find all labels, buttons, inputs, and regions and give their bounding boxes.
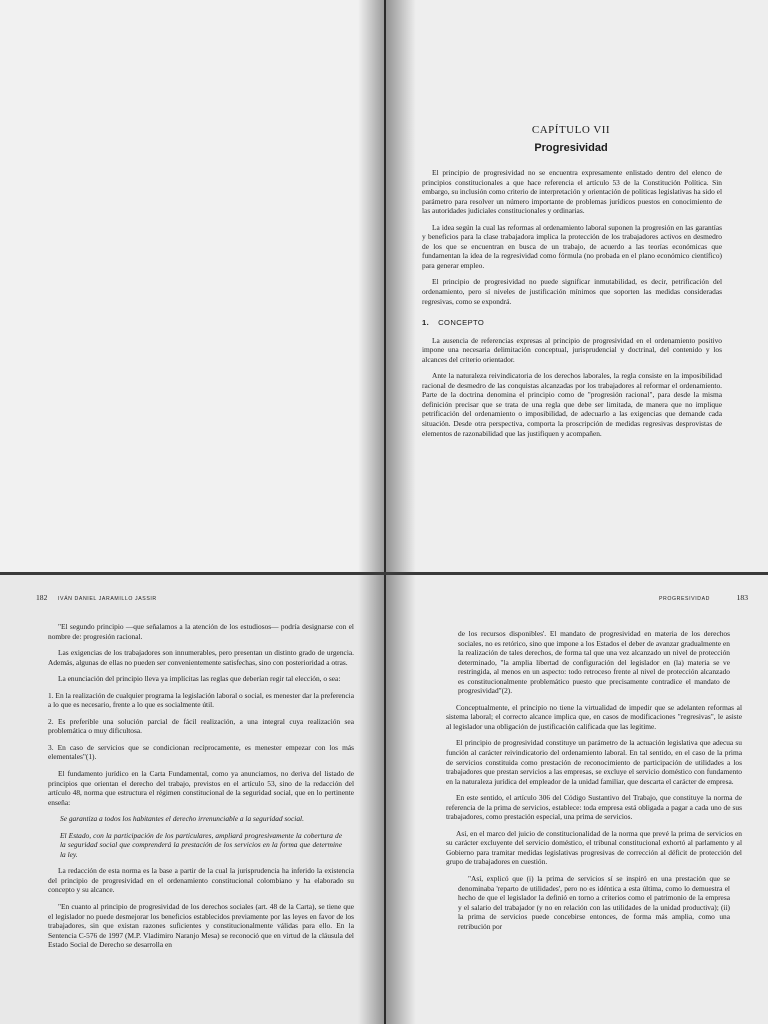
page-number: 182 bbox=[36, 593, 48, 602]
section-title: CONCEPTO bbox=[438, 318, 485, 328]
list-item: 3. En caso de servicios que se condicionan recíprocamente, es menester empezar con los más elementales"(1). bbox=[48, 742, 354, 762]
paragraph: Ante la naturaleza reivindicatoria de los derechos laborales, la regla consiste en la imposibilidad racional de desmedro de las conquistas alcanzadas por los trabajadores al reformar el ordenamiento. Parte de la doctrina denomina el principio como de "progresión racional", para desde la misma definición precisar que se trata de una regla que debe ser limitada, de manera que no implique petrificación del ordenamiento o imposibilidad, de adecuarlo a las exigencias que demande cada situación. Desde otra perspectiva, comporta la proscripción de medidas regresivas desprovistas de elementos de razonabilidad que las justifiquen y acompañen. bbox=[422, 371, 722, 438]
paragraph: El principio de progresividad no puede significar inmutabilidad, es decir, petrificación del ordenamiento, pero sí niveles de justificación mínimos que soporten las medidas consideradas regresivas, como se expondrá. bbox=[422, 277, 722, 306]
paragraph: El principio de progresividad constituye un parámetro de la actuación legislativa que adecua su función al carácter reivindicatorio del ordenamiento laboral. En tal sentido, en el caso de la prima de servicios constituida como prestación de reconocimiento de participación de utilidades a los trabajadores que prestan servicios a las empresas, se excluye el servicio doméstico con fundamento en la naturaleza jurídica del empleador de la unidad familiar, que descarta el carácter de empresa. bbox=[446, 738, 742, 786]
paragraph: En este sentido, el artículo 306 del Código Sustantivo del Trabajo, que constituye la norma de referencia de la prima de servicios, establece: toda empresa está obligada a pagar a cada uno de sus trabajadores, como prestación especial, una prima de servicios. bbox=[446, 793, 742, 822]
section-heading bbox=[422, 318, 722, 328]
page-number: 183 bbox=[736, 593, 748, 602]
chapter-body bbox=[422, 168, 722, 445]
page-chapter-opening bbox=[386, 0, 768, 572]
horizontal-divider bbox=[0, 572, 768, 575]
paragraph: La redacción de esta norma es la base a partir de la cual la jurisprudencia ha inferido la existencia del principio de progresividad en el ordenamiento constitucional colombiano y ha elaborado su concepto y su alcance. bbox=[48, 866, 354, 895]
running-head: PROGRESIVIDAD bbox=[658, 596, 710, 602]
block-quote: Se garantiza a todos los habitantes el derecho irrenunciable a la seguridad social. bbox=[60, 814, 304, 824]
blank-page-top-left bbox=[0, 0, 384, 572]
vertical-spine bbox=[384, 0, 386, 1024]
paragraph: "En cuanto al principio de progresividad de los derechos sociales (art. 48 de la Carta), se tiene que el legislador no puede desmejorar los beneficios establecidos previamente por las leyes en favor de los trabajadores, sin que existan razones suficientes y constitucionalmente válidas para ello. En la Sentencia C-576 de 1997 (M.P. Vladimiro Naranjo Mesa) se reconoció que en virtud de la cláusula del Estado Social de Derecho se desarrolla en bbox=[48, 902, 354, 950]
paragraph: "El segundo principio —que señalamos a la atención de los estudiosos— podría designarse con el nombre de: progresión racional. bbox=[48, 622, 354, 641]
paragraph: La idea según la cual las reformas al ordenamiento laboral suponen la progresión en las garantías y beneficios para la clase trabajadora implica la protección de los trabajadores activos en desmedro de los que se encuentran en busca de un trabajo, de acuerdo a las teorías económicas que fundamentan la idea de la regresividad como fórmula (no probada en el plano económico científico) para generar empleo. bbox=[422, 222, 722, 270]
paragraph: "Así, explicó que (i) la prima de servicios sí se inspiró en una prestación que se denominaba 'reparto de utilidades', pero no es idéntica a esta última, como lo demuestra el hecho de que el legislador la definió en torno a criterios como el patrimonio de la empresa y el salario del trabajador (y no en relación con las utilidades de la unidad productiva); (ii) la prima de servicios puede concebirse entonces, de forma más amplia, como una retribución por bbox=[458, 874, 730, 931]
gutter-shadow bbox=[386, 575, 416, 1024]
paragraph: Conceptualmente, el principio no tiene la virtualidad de impedir que se adelanten reformas al sistema laboral; el correcto alcance implica que, en casos de modificaciones "regresivas", le asiste al legislador una obligación de justificación calificada que las legitime. bbox=[446, 702, 742, 731]
page-body bbox=[48, 622, 354, 957]
gutter-shadow bbox=[358, 0, 384, 572]
paragraph: La enunciación del principio lleva ya implícitas las reglas que deberían regir tal elección, o sea: bbox=[58, 674, 341, 684]
chapter-title: Progresividad bbox=[534, 142, 608, 154]
list-item: 1. En la realización de cualquier programa la legislación laboral o social, es menester dar la preferencia a lo que es necesario, frente a lo que es socialmente útil. bbox=[48, 690, 354, 710]
paragraph: El fundamento jurídico en la Carta Fundamental, como ya anunciamos, no deriva del listado de principios que orientan el derecho del trabajo, previstos en el artículo 53, sino de la redacción del artículo 48, norma que estructura el régimen constitucional de la seguridad social, que en lo pertinente enseña: bbox=[48, 769, 354, 807]
running-head: IVÁN DANIEL JARAMILLO JASSIR bbox=[58, 596, 157, 602]
paragraph: La ausencia de referencias expresas al principio de progresividad en el ordenamiento positivo impone una necesaria delimitación conceptual, jurisprudencial y doctrinal, del contenido y los alcances del criterio orientador. bbox=[422, 335, 722, 364]
list-item: 2. Es preferible una solución parcial de fácil realización, a una integral cuya realización sea problemática o muy dificultosa. bbox=[48, 716, 354, 736]
paragraph: Así, en el marco del juicio de constitucionalidad de la norma que prevé la prima de servicios en su carácter excluyente del servicio doméstico, el tribunal constitucional exhortó al parlamento y al Gobierno para tramitar medidas legislativas progresivas de corrección al déficit de protección del grupo de trabajadores en cuestión. bbox=[446, 828, 742, 867]
section-number: 1. bbox=[422, 318, 430, 328]
paragraph: de los recursos disponibles'. El mandato de progresividad en materia de los derechos sociales, no es retórico, sino que impone a los Estados el deber de avanzar gradualmente en la realización de tales derechos, de forma tal que una vez alcanzado un nivel de protección determinado, "la amplia libertad de configuración del legislador en (la) materia se ve restringida, al menos en un aspecto: todo retroceso frente al nivel de protección alcanzado es constitucionalmente problemático puesto que precisamente contradice el mandato de progresividad"(2). bbox=[458, 629, 730, 696]
page-183 bbox=[386, 575, 768, 1024]
page-body bbox=[446, 629, 742, 938]
paragraph: El principio de progresividad no se encuentra expresamente enlistado dentro del elenco de principios constitucionales a que hace referencia el artículo 53 de la Constitución Política. Sin embargo, su inclusión como criterio de interpretación y orientación de políticas legislativas ha sido el parámetro para resolver un número importante de problemas jurídicos puestos en conocimiento de las autoridades judiciales constitucionales y ordinarias. bbox=[422, 168, 722, 216]
block-quote: El Estado, con la participación de los particulares, ampliará progresivamente la cobertura de la seguridad social que comprenderá la prestación de los servicios en la forma que determine la ley. bbox=[60, 830, 342, 859]
gutter-shadow bbox=[386, 0, 416, 572]
chapter-label: CAPÍTULO VII bbox=[531, 124, 611, 136]
paragraph: Las exigencias de los trabajadores son innumerables, pero presentan un distinto grado de urgencia. Además, algunas de ellas no pueden ser convenientemente satisfechas, sino con posterioridad a otras. bbox=[48, 648, 354, 667]
gutter-shadow bbox=[358, 575, 384, 1024]
page-182 bbox=[0, 575, 384, 1024]
